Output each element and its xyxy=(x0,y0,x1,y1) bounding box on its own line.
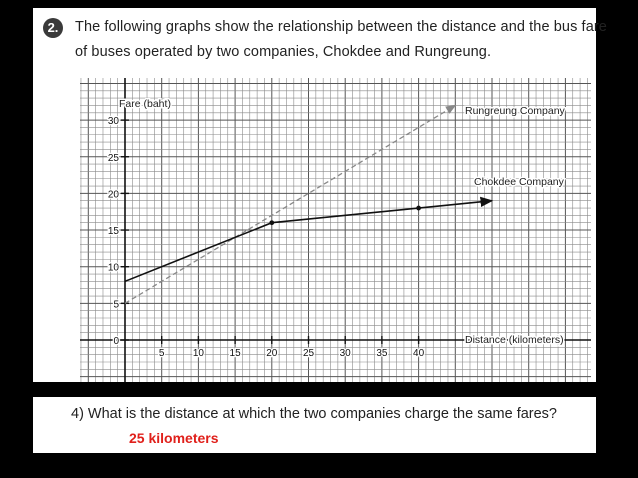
series-point xyxy=(269,220,274,225)
series-label: Chokdee Company xyxy=(474,176,564,188)
subquestion-panel xyxy=(33,397,596,453)
y-axis-label: Fare (baht) xyxy=(119,98,171,111)
series-label: Rungreung Company xyxy=(465,105,565,117)
x-axis-label: Distance (kilometers) xyxy=(465,334,564,346)
y-tick-label: 20 xyxy=(107,189,119,201)
y-tick-label: 5 xyxy=(113,299,119,311)
subquestion-text: 4) What is the distance at which the two companies charge the same fares? xyxy=(71,406,557,422)
question-number-badge: 2. xyxy=(43,18,63,38)
x-tick-label: 30 xyxy=(339,348,351,359)
x-tick-label: 10 xyxy=(192,348,204,359)
chart-labels xyxy=(119,98,566,346)
x-tick-label: 15 xyxy=(229,348,241,359)
y-tick-label: 0 xyxy=(113,336,119,347)
y-tick-label: 30 xyxy=(107,116,119,128)
fare-distance-chart xyxy=(33,8,596,382)
question-text-line-2: of buses operated by two companies, Chokdee and Rungreung. xyxy=(75,44,492,60)
x-tick-label: 25 xyxy=(302,348,315,359)
y-tick-label: 10 xyxy=(107,262,119,274)
series-line xyxy=(125,105,455,303)
question-text-line-1: The following graphs show the relationship between the distance and the bus fare xyxy=(75,19,607,35)
x-tick-label: 20 xyxy=(266,348,278,359)
series-point xyxy=(416,206,421,211)
x-tick-label: 40 xyxy=(413,348,425,359)
answer-text: 25 kilometers xyxy=(129,430,219,446)
y-tick-label: 25 xyxy=(107,152,119,164)
y-tick-label: 15 xyxy=(107,226,119,238)
x-tick-label: 35 xyxy=(376,348,388,359)
question-panel xyxy=(33,8,607,382)
x-tick-label: 5 xyxy=(158,348,165,359)
